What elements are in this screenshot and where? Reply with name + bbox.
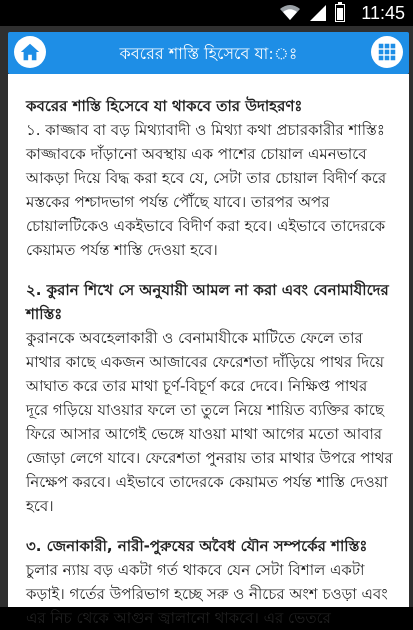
status-time: 11:45: [361, 3, 405, 23]
section-body: কুরানকে অবহেলাকারী ও বেনামাযীকে মাটিতে ফেলে তার মাথার কাছে একজন আজাবের ফেরেশতা দাঁড়িয়ে পাথর দিয়ে আঘাত করে তার মাথা চূর্ণ-বিচূর্ণ করে দেবে। নিক্ষিপ্ত পাথর দূরে গড়িয়ে যাওয়ার ফলে তা তুলে নিয়ে শায়িত ব্যক্তির কাছে ফিরে আসার আগেই ভেঙ্গে যাওয়া মাথা আগের মতো আবার জোড়া লেগে যাবে। ফেরেশতা পুনরায় তার মাথার উপরে পাথর নিক্ষেপ করবে। এইভাবে তাদেরকে কেয়ামত পর্যন্ত শাস্তি দেওয়া হবে।: [26, 329, 393, 515]
section-heading: ২. কুরান শিখে সে অনুযায়ী আমল না করা এবং বেনামাযীদের শাস্তিঃ: [26, 281, 389, 323]
signal-icon: [309, 5, 327, 21]
page-title: কবরের শাস্তি হিসেবে যা:ঃ: [119, 44, 298, 63]
article-section: [26, 278, 394, 518]
section-body: চুলার ন্যায় বড় একটা গর্ত থাকবে যেন সেটা বিশাল একটা কড়াই। গর্তের উপরিভাগ হচ্ছে সরু ও নীচের অংশ চওড়া এবং এর নিচ থেকে আগুন জ্বালানো থাকবে। এর ভেতরে: [26, 561, 388, 627]
article-section: [26, 94, 394, 262]
home-icon: [19, 41, 41, 63]
status-bar: [0, 0, 413, 26]
grid-menu-icon: [376, 41, 398, 63]
battery-level: [337, 8, 343, 20]
grid-menu-button[interactable]: [371, 36, 403, 68]
section-heading: কবরের শাস্তি হিসেবে যা থাকবে তার উদাহরণঃ: [26, 97, 303, 115]
section-body: ১. কাজ্জাব বা বড় মিথ্যাবাদী ও মিথ্যা কথা প্রচারকারীর শাস্তিঃ কাজ্জাবকে দাঁড়ানো অবস্থায় এক পাশের চোয়াল এমনভাবে আকড়া দিয়ে বিদ্ধ করা হবে যে, সেটা তার চোয়াল বিদীর্ণ করে মস্তকের পশ্চাদভাগ পর্যন্ত পৌঁছে যাবে। তারপর অপর চোয়ালটিকেও একইভাবে বিদীর্ণ করা হবে। এইভাবে তাদেরকে কেয়ামত পর্যন্ত শাস্তি দেওয়া হবে।: [26, 121, 387, 259]
app-bar: [8, 32, 409, 74]
battery-icon: [335, 4, 345, 22]
article-section: [26, 534, 394, 630]
home-button[interactable]: [14, 36, 46, 68]
section-heading: ৩. জেনাকারী, নারী-পুরুষের অবৈধ যৌন সম্পর্কের শাস্তিঃ: [26, 537, 368, 555]
status-icons: [279, 4, 345, 22]
article-content[interactable]: [8, 74, 409, 627]
wifi-icon: [279, 5, 301, 21]
